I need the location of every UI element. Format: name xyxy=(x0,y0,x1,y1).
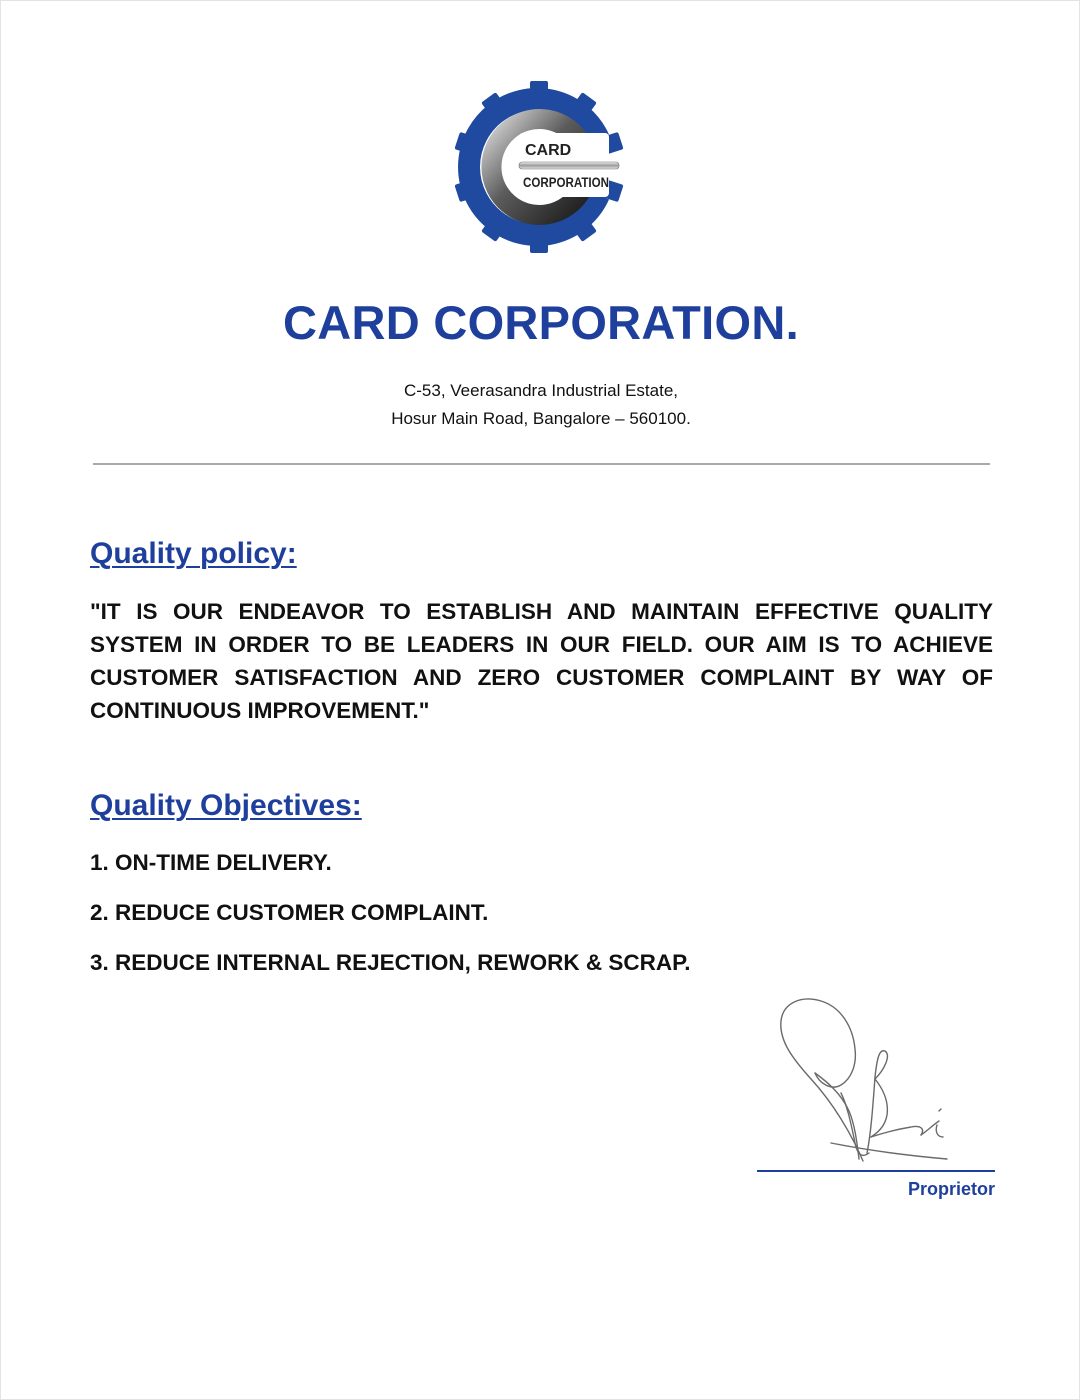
quality-objectives-heading: Quality Objectives: xyxy=(90,789,362,822)
svg-text:CARD: CARD xyxy=(525,142,572,159)
objective-item: 3. REDUCE INTERNAL REJECTION, REWORK & SCRAP. xyxy=(90,950,691,975)
company-logo xyxy=(453,81,625,253)
company-name: CARD CORPORATION. xyxy=(283,296,799,349)
signature-line xyxy=(757,1170,995,1172)
quality-policy-text: "IT IS OUR ENDEAVOR TO ESTABLISH AND MAINTAIN EFFECTIVE QUALITY SYSTEM IN ORDER TO BE LEADERS IN OUR FIELD. OUR AIM IS TO ACHIEVE CUSTOMER SATISFACTION AND ZERO CUSTOMER COMPLAINT BY WAY OF CONTINUOUS IMPROVEMENT." xyxy=(90,599,993,723)
header-divider xyxy=(93,463,990,465)
gear-logo-icon xyxy=(453,81,625,253)
objective-item: 2. REDUCE CUSTOMER COMPLAINT. xyxy=(90,900,489,925)
signature-area xyxy=(771,993,971,1168)
address-line-1: C-53, Veerasandra Industrial Estate, xyxy=(403,381,679,400)
objective-item: 1. ON-TIME DELIVERY. xyxy=(90,850,332,875)
address-line-2: Hosur Main Road, Bangalore – 560100. xyxy=(391,409,691,428)
handwritten-signature-icon xyxy=(771,993,971,1168)
signature-label: Proprietor xyxy=(907,1179,995,1199)
svg-text:CORPORATION: CORPORATION xyxy=(523,175,609,190)
company-address xyxy=(1,377,1080,433)
quality-objectives-list xyxy=(90,849,691,999)
quality-policy-heading: Quality policy: xyxy=(90,537,297,570)
